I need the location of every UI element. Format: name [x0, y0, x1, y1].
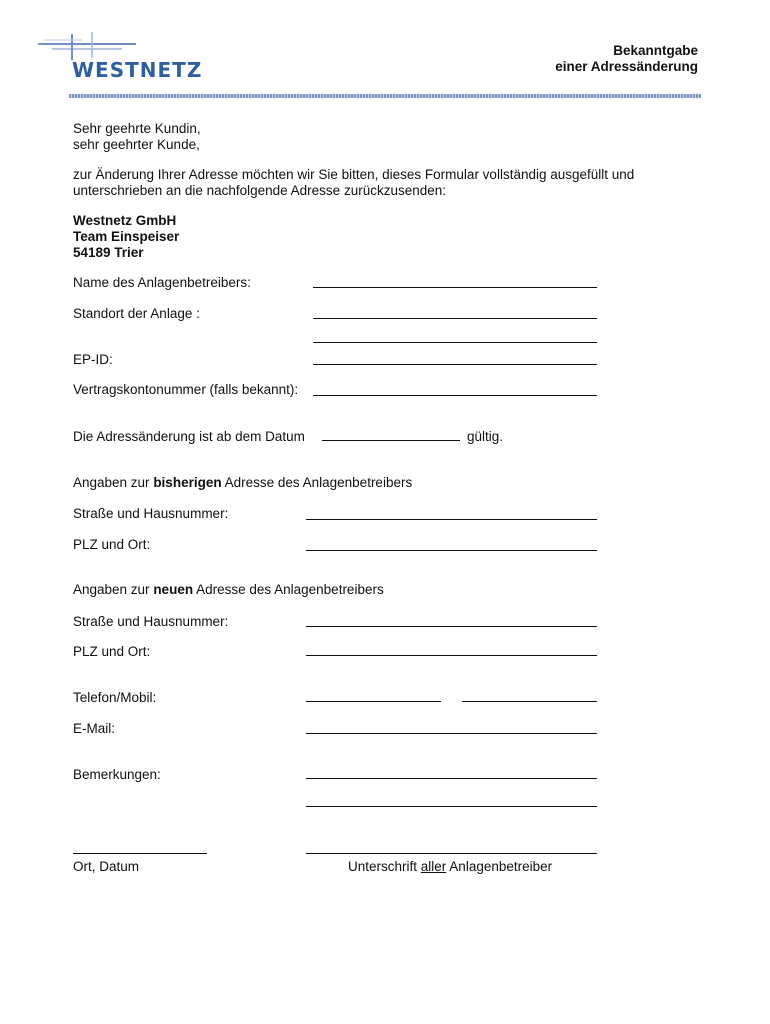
mobile-field[interactable] — [462, 701, 597, 702]
email-label: E-Mail: — [73, 721, 116, 736]
address-company: Westnetz GmbH — [73, 213, 177, 228]
ep-id-field[interactable] — [313, 364, 597, 365]
remarks-label: Bemerkungen: — [73, 767, 161, 782]
new-city-field[interactable] — [306, 655, 597, 656]
new-heading-pre: Angaben zur — [73, 582, 154, 597]
old-address-heading — [73, 475, 412, 491]
address-city: 54189 Trier — [73, 245, 144, 260]
location-field-2[interactable] — [313, 342, 597, 343]
email-field[interactable] — [306, 733, 597, 734]
remarks-field-2[interactable] — [306, 806, 597, 807]
new-city-label: PLZ und Ort: — [73, 644, 151, 659]
title-line-1: Bekanntgabe — [613, 43, 698, 58]
new-heading-post: Adresse des Anlagenbetreibers — [193, 582, 384, 597]
operator-name-field[interactable] — [313, 287, 597, 288]
greeting-2: sehr geehrter Kunde, — [73, 137, 200, 152]
place-date-label: Ort, Datum — [73, 859, 140, 874]
address-team: Team Einspeiser — [73, 229, 180, 244]
new-address-heading — [73, 582, 384, 598]
ep-id-label: EP-ID: — [73, 352, 113, 367]
intro-line-2: unterschrieben an die nachfolgende Adresse zurückzusenden: — [73, 183, 447, 198]
logo-wordmark: WESTNETZ — [72, 58, 203, 82]
signature-label-post: Anlagenbetreiber — [446, 859, 553, 874]
new-street-label: Straße und Hausnummer: — [73, 614, 229, 629]
old-street-field[interactable] — [306, 519, 597, 520]
phone-field[interactable] — [306, 701, 441, 702]
old-heading-pre: Angaben zur — [73, 475, 154, 490]
signature-label — [348, 859, 552, 875]
old-heading-bold: bisherigen — [153, 475, 222, 490]
signature-field[interactable] — [306, 853, 597, 854]
operator-name-label: Name des Anlagenbetreibers: — [73, 275, 251, 290]
date-suffix: gültig. — [467, 429, 504, 444]
remarks-field-1[interactable] — [306, 778, 597, 779]
location-label: Standort der Anlage : — [73, 306, 200, 321]
date-field[interactable] — [322, 440, 460, 441]
greeting-1: Sehr geehrte Kundin, — [73, 121, 201, 136]
location-field-1[interactable] — [313, 318, 597, 319]
old-street-label: Straße und Hausnummer: — [73, 506, 229, 521]
intro-line-1: zur Änderung Ihrer Adresse möchten wir Sie bitten, dieses Formular vollständig ausgefüllt und — [73, 167, 635, 182]
logo — [32, 32, 212, 82]
old-heading-post: Adresse des Anlagenbetreibers — [221, 475, 413, 490]
signature-label-pre: Unterschrift — [348, 859, 421, 874]
new-street-field[interactable] — [306, 626, 597, 627]
old-city-label: PLZ und Ort: — [73, 537, 151, 552]
title-line-2: einer Adressänderung — [555, 59, 698, 74]
new-heading-bold: neuen — [153, 582, 194, 597]
date-prefix: Die Adressänderung ist ab dem Datum — [73, 429, 305, 444]
old-city-field[interactable] — [306, 550, 597, 551]
phone-label: Telefon/Mobil: — [73, 690, 157, 705]
place-date-field[interactable] — [73, 853, 207, 854]
signature-label-underlined: aller — [420, 859, 447, 874]
header-divider — [69, 94, 701, 98]
contract-field[interactable] — [313, 395, 597, 396]
contract-label: Vertragskontonummer (falls bekannt): — [73, 382, 299, 397]
document-title — [555, 43, 698, 75]
